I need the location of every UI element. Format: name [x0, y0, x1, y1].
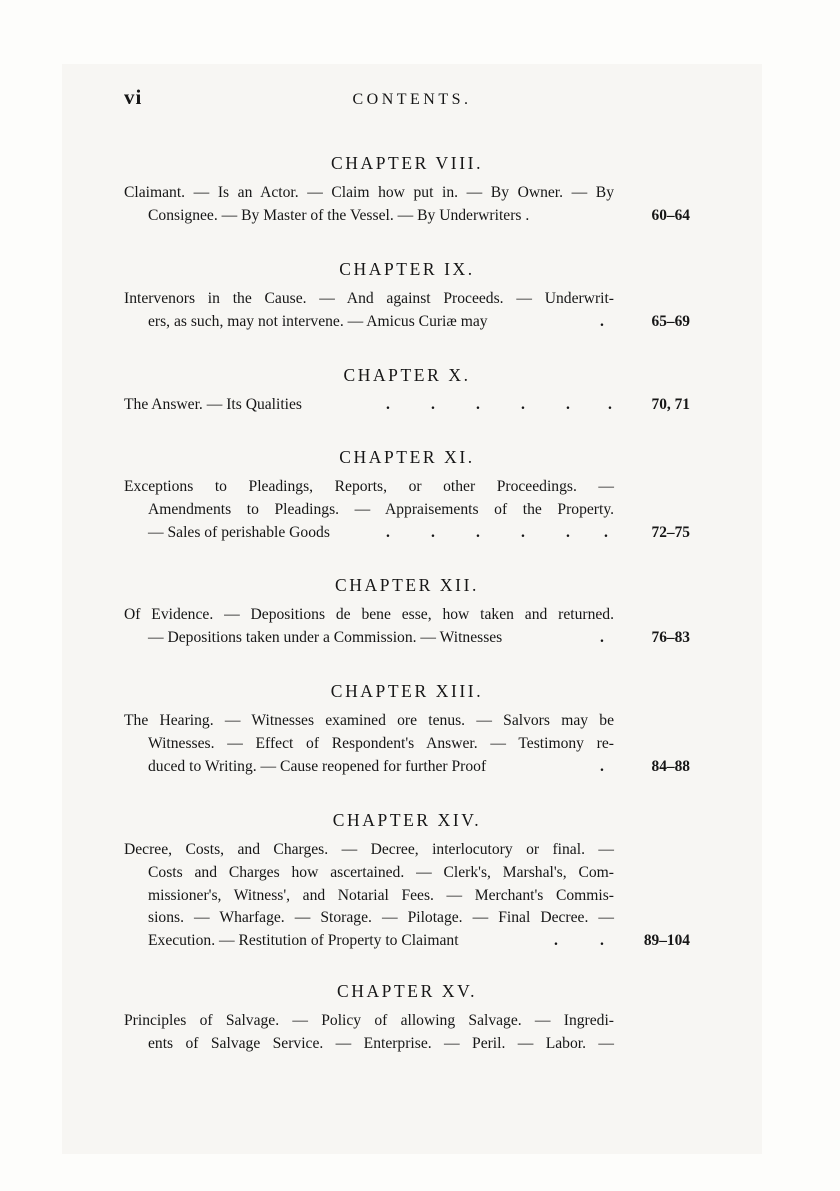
chapter-entry [124, 1010, 690, 1056]
leader-dot: . [608, 396, 612, 413]
entry-line: Exceptions to Pleadings, Reports, or other Proceedings. — [124, 478, 614, 495]
chapter-title: CHAPTER XIV. [332, 810, 482, 830]
entry-line [124, 311, 690, 334]
leader-dot: . [600, 932, 604, 950]
entry-line: Of Evidence. — Depositions de bene esse, how taken and returned. [124, 606, 614, 623]
chapter-entry [124, 604, 690, 650]
entry-line [124, 930, 690, 953]
leader-dot: . [600, 312, 604, 330]
entry-line: Consignee. — By Master of the Vessel. — By Underwriters . [148, 206, 530, 224]
page-range: 60–64 [651, 206, 690, 224]
entry-line: Decree, Costs, and Charges. — Decree, interlocutory or final. — [124, 841, 614, 858]
entry-line-text: duced to Writing. — Cause reopened for further Proof [148, 757, 487, 775]
entry-line-text: ers, as such, may not intervene. — Amicus Curiæ may [148, 312, 488, 330]
leader-dot: . [386, 523, 390, 541]
chapter-xi [124, 444, 690, 544]
page-range: 84–88 [651, 757, 690, 775]
entry-line [124, 756, 690, 779]
page-range: 76–83 [651, 628, 690, 646]
page-number: vi [124, 85, 143, 109]
chapter-entry [124, 288, 690, 334]
entry-line: sions. — Wharfage. — Storage. — Pilotage. — Final Decree. — [148, 909, 614, 927]
entry-line-text: The Answer. — Its Qualities [124, 396, 303, 413]
chapter-xiv [124, 807, 690, 953]
leader-dot: . [521, 523, 525, 541]
leader-dot: . [566, 523, 570, 541]
page-range: 65–69 [651, 312, 690, 330]
entry-line: Witnesses. — Effect of Respondent's Answer. — Testimony re- [148, 734, 614, 752]
entry-line: The Hearing. — Witnesses examined ore tenus. — Salvors may be [124, 712, 614, 729]
chapter-entry [124, 182, 690, 228]
leader-dot: . [554, 932, 558, 950]
chapter-title: CHAPTER XIII. [330, 681, 484, 701]
leader-dot: . [566, 396, 570, 413]
entry-line [124, 394, 690, 417]
leader-dot: . [600, 628, 604, 646]
chapter-title: CHAPTER VIII. [330, 153, 484, 173]
leader-dot: . [431, 396, 435, 413]
chapter-title: CHAPTER XI. [339, 447, 475, 467]
page-range: 89–104 [643, 932, 690, 950]
chapter-ix [124, 256, 690, 334]
chapter-xiii [124, 678, 690, 778]
entry-line: Costs and Charges how ascertained. — Clerk's, Marshal's, Com- [148, 863, 614, 881]
chapter-entry [124, 839, 690, 953]
chapter-x [124, 362, 690, 417]
chapter-title: CHAPTER IX. [339, 259, 475, 279]
chapter-title: CHAPTER XII. [335, 575, 479, 595]
chapter-xii [124, 572, 690, 650]
entry-line-text: — Sales of perishable Goods [148, 523, 330, 541]
running-title: CONTENTS. [352, 91, 472, 108]
chapter-entry [124, 476, 690, 544]
entry-line-text: — Depositions taken under a Commission. — Witnesses [148, 628, 503, 646]
chapter-entry [124, 394, 690, 417]
entry-line: missioner's, Witness', and Notarial Fees. — Merchant's Commis- [148, 886, 614, 904]
leader-dot: . [386, 396, 390, 413]
entry-line: Claimant. — Is an Actor. — Claim how put in. — By Owner. — By [124, 184, 614, 201]
page-range: 70, 71 [651, 396, 690, 413]
entry-line: Amendments to Pleadings. — Appraisements of the Property. [148, 500, 614, 518]
leader-dot: . [604, 523, 608, 541]
entry-line [124, 627, 690, 650]
leader-dot: . [476, 523, 480, 541]
leader-dot: . [521, 396, 525, 413]
leader-dot: . [476, 396, 480, 413]
chapter-title: CHAPTER XV. [336, 981, 478, 1001]
entry-line: ents of Salvage Service. — Enterprise. — Peril. — Labor. — [148, 1034, 614, 1052]
page-range: 72–75 [651, 523, 690, 541]
entry-line [124, 522, 690, 545]
chapter-entry [124, 710, 690, 778]
page-header [124, 85, 690, 115]
leader-dot: . [431, 523, 435, 541]
entry-line: Principles of Salvage. — Policy of allowing Salvage. — Ingredi- [124, 1012, 614, 1029]
chapter-title: CHAPTER X. [343, 365, 471, 385]
chapter-viii [124, 150, 690, 228]
chapter-xv [124, 978, 690, 1056]
leader-dot: . [600, 757, 604, 775]
entry-line-text: Execution. — Restitution of Property to Claimant [148, 932, 459, 950]
entry-line: Intervenors in the Cause. — And against Proceeds. — Underwrit- [124, 290, 614, 307]
